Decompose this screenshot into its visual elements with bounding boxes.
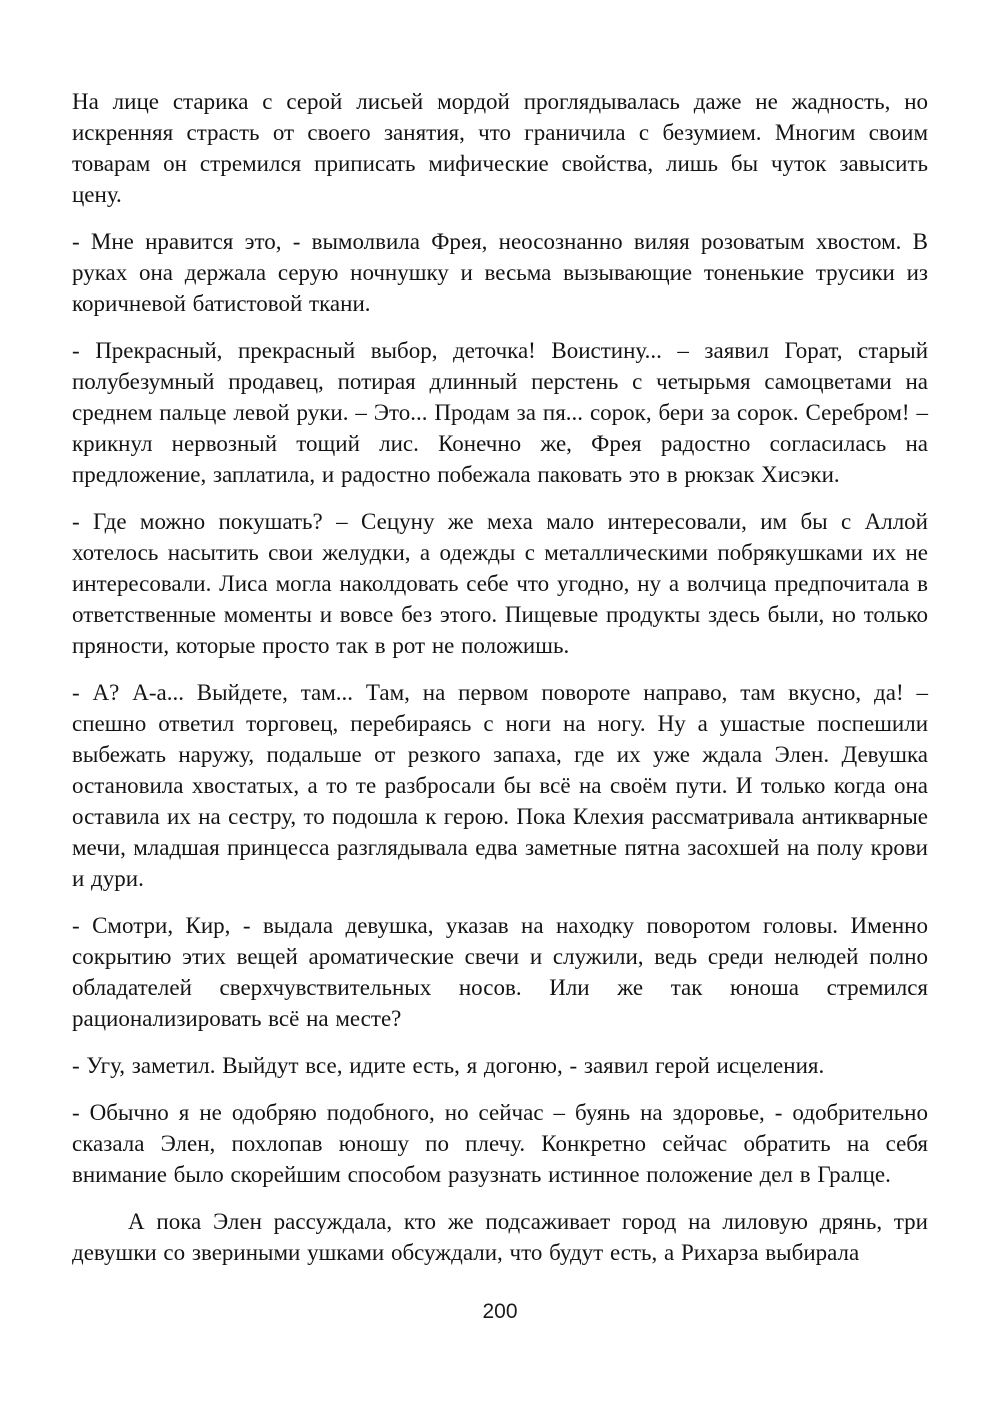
paragraph: - Прекрасный, прекрасный выбор, деточка! Воистину... – заявил Горат, старый полубезумный продавец, потирая длинный перстень с четырьмя самоцветами на среднем пальце левой руки. – Это... Продам за пя... сорок, бери за сорок. Серебром! – крикнул нервозный тощий лис. Конечно же, Фрея радостно согласилась на предложение, заплатила, и радостно побежала паковать это в рюкзак Хисэки. bbox=[72, 338, 928, 487]
paragraph: А пока Элен рассуждала, кто же подсаживает город на лиловую дрянь, три девушки со звериными ушками обсуждали, что будут есть, а Рихарза выбирала bbox=[72, 1209, 928, 1265]
paragraph: - Угу, заметил. Выйдут все, идите есть, я догоню, - заявил герой исцеления. bbox=[72, 1053, 825, 1078]
paragraph: На лице старика с серой лисьей мордой проглядывалась даже не жадность, но искренняя страсть от своего занятия, что граничила с безумием. Многим своим товарам он стремился приписать мифические свойства, лишь бы чуток завысить цену. bbox=[72, 89, 928, 207]
paragraph: - Мне нравится это, - вымолвила Фрея, неосознанно виляя розоватым хвостом. В руках она держала серую ночнушку и весьма вызывающие тоненькие трусики из коричневой батистовой ткани. bbox=[72, 229, 928, 316]
paragraph: - Обычно я не одобряю подобного, но сейчас – буянь на здоровье, - одобрительно сказала Элен, похлопав юношу по плечу. Конкретно сейчас обратить на себя внимание было скорейшим способом разузнать истинное положение дел в Гралце. bbox=[72, 1100, 928, 1187]
paragraph: - А? А-а... Выйдете, там... Там, на первом повороте направо, там вкусно, да! – спешно ответил торговец, перебираясь с ноги на ногу. Ну а ушастые поспешили выбежать наружу, подальше от резкого запаха, где их уже ждала Элен. Девушка остановила хвостатых, а то те разбросали бы всё на своём пути. И только когда она оставила их на сестру, то подошла к герою. Пока Клехия рассматривала антикварные мечи, младшая принцесса разглядывала едва заметные пятна засохшей на полу крови и дури. bbox=[72, 680, 928, 891]
page-number: 200 bbox=[482, 1300, 518, 1323]
paragraph: - Смотри, Кир, - выдала девушка, указав на находку поворотом головы. Именно сокрытию этих вещей ароматические свечи и служили, ведь среди нелюдей полно обладателей сверхчувствительных носов. Или же так юноша стремился рационализировать всё на месте? bbox=[72, 913, 928, 1031]
paragraph: - Где можно покушать? – Сецуну же меха мало интересовали, им бы с Аллой хотелось насытить свои желудки, а одежды с металлическими побрякушками их не интересовали. Лиса могла наколдовать себе что угодно, ну а волчица предпочитала в ответственные моменты и вовсе без этого. Пищевые продукты здесь были, но только пряности, которые просто так в рот не положишь. bbox=[72, 509, 928, 658]
